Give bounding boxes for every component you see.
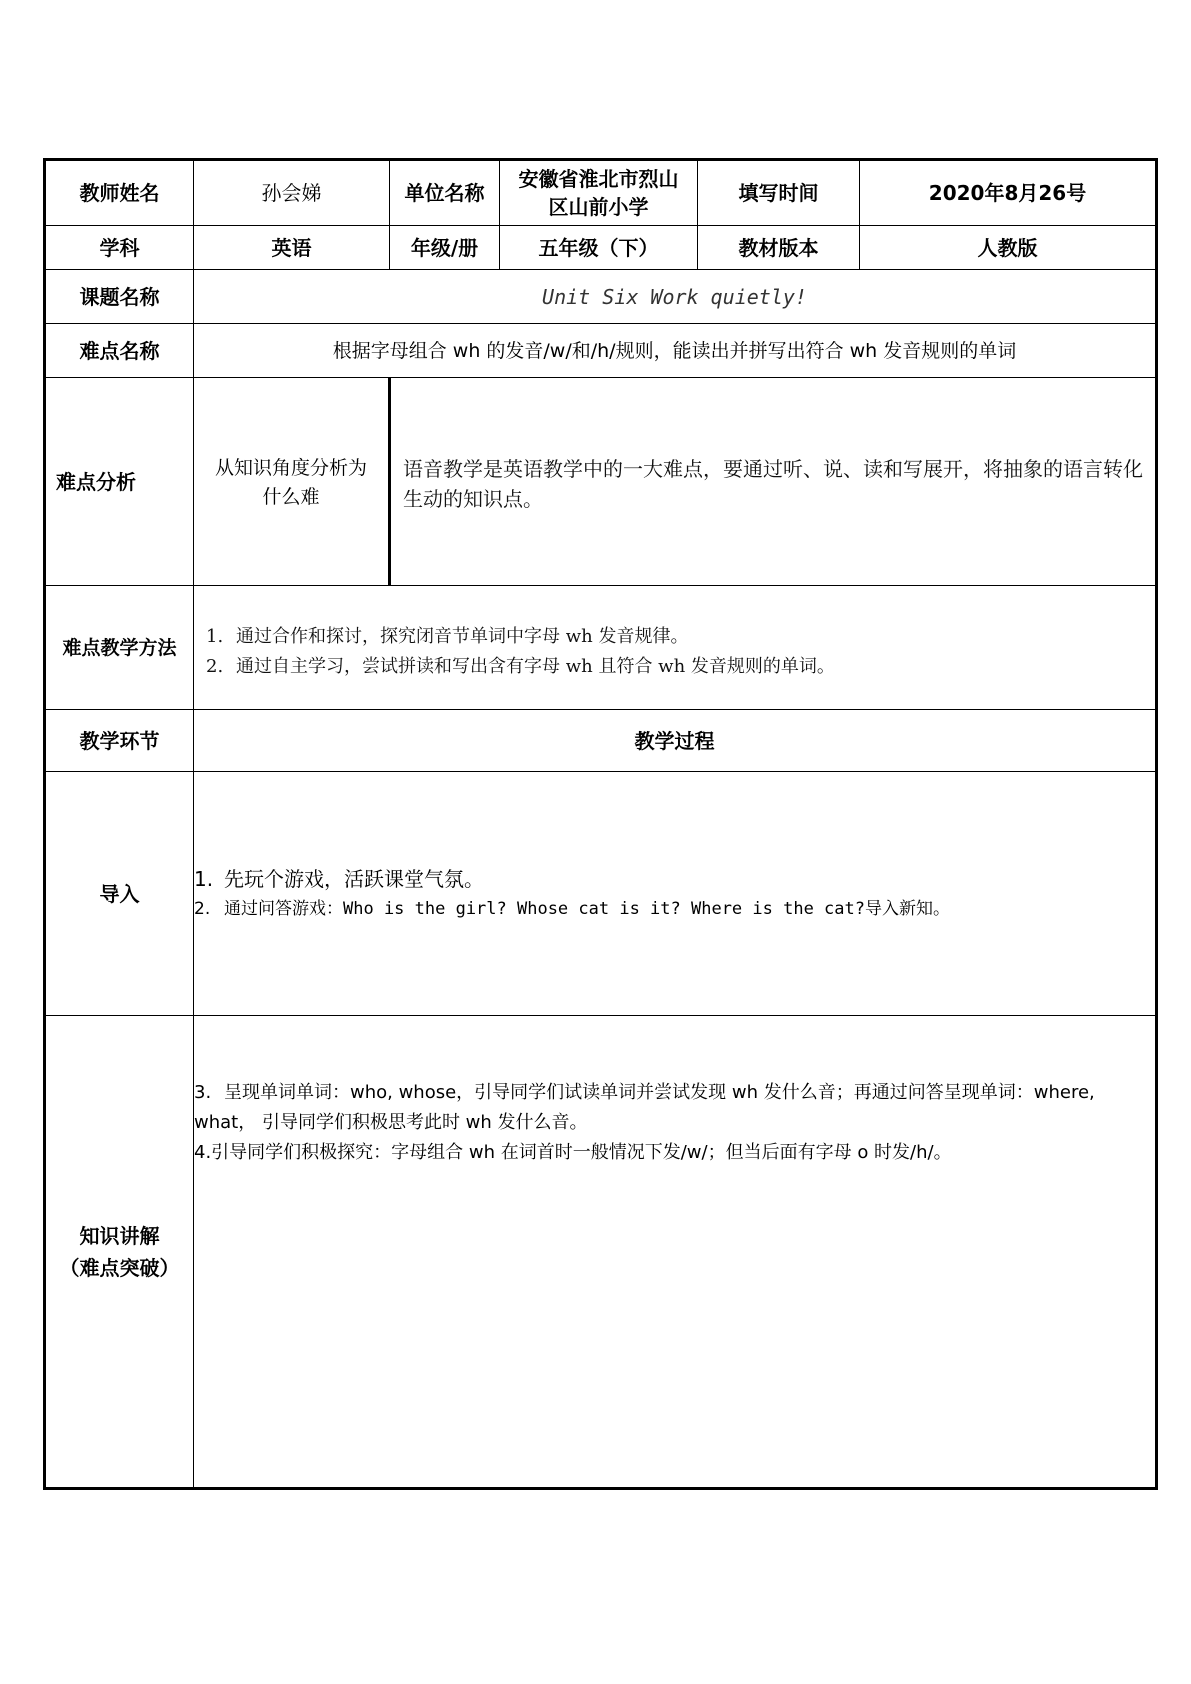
method-item-text: 通过合作和探讨，探究闭音节单词中字母 wh 发音规律。 bbox=[236, 625, 689, 647]
intro-item-text: 通过问答游戏：Who is the girl? Whose cat is it? Where is the cat?导入新知。 bbox=[224, 898, 950, 919]
knowledge-label-line2: （难点突破） bbox=[59, 1255, 180, 1280]
method-item-num: 1. bbox=[206, 625, 224, 647]
method-item-num: 2. bbox=[206, 655, 224, 677]
lesson-plan-table bbox=[43, 158, 1158, 1490]
date-label: 填写时间 bbox=[698, 160, 860, 226]
grade-label: 年级/册 bbox=[390, 226, 500, 270]
process-right-label: 教学过程 bbox=[194, 710, 1157, 772]
analysis-text: 语音教学是英语教学中的一大难点，要通过听、说、读和写展开，将抽象的语言转化生动的知识点。 bbox=[390, 378, 1157, 586]
unit-value-line1: 安徽省淮北市烈山 bbox=[518, 167, 679, 191]
difficulty-value: 根据字母组合 wh 的发音/w/和/h/规则，能读出并拼写出符合 wh 发音规则的单词 bbox=[194, 324, 1157, 378]
topic-label: 课题名称 bbox=[45, 270, 194, 324]
intro-item-num: 1. bbox=[194, 866, 214, 891]
method-list bbox=[194, 586, 1157, 710]
difficulty-label: 难点名称 bbox=[45, 324, 194, 378]
knowledge-list bbox=[194, 1016, 1157, 1489]
grade-value: 五年级（下） bbox=[500, 226, 698, 270]
topic-value: Unit Six Work quietly! bbox=[194, 270, 1157, 324]
analysis-sublabel-line1: 从知识角度分析为 bbox=[214, 457, 367, 479]
intro-item bbox=[194, 894, 1155, 924]
knowledge-item-text: 呈现单词单词：who, whose，引导同学们试读单词并尝试发现 wh 发什么音；再通过问答呈现单词：where, what， 引导同学们积极思考此时 wh 发什么音。 bbox=[194, 1082, 1095, 1133]
analysis-sublabel-line2: 什么难 bbox=[262, 486, 320, 508]
knowledge-label bbox=[45, 1016, 194, 1489]
method-label: 难点教学方法 bbox=[45, 586, 194, 710]
row-process-header bbox=[45, 710, 1157, 772]
process-left-label: 教学环节 bbox=[45, 710, 194, 772]
row-knowledge bbox=[45, 1016, 1157, 1489]
knowledge-item-num: 3. bbox=[194, 1082, 212, 1103]
row-teacher bbox=[45, 160, 1157, 226]
teacher-value: 孙会娣 bbox=[194, 160, 390, 226]
row-topic bbox=[45, 270, 1157, 324]
subject-value: 英语 bbox=[194, 226, 390, 270]
intro-label: 导入 bbox=[45, 772, 194, 1016]
knowledge-item bbox=[194, 1078, 1155, 1138]
intro-item-text: 先玩个游戏，活跃课堂气氛。 bbox=[224, 866, 484, 891]
method-item-text: 通过自主学习，尝试拼读和写出含有字母 wh 且符合 wh 发音规则的单词。 bbox=[236, 655, 835, 677]
subject-label: 学科 bbox=[45, 226, 194, 270]
intro-item-num: 2. bbox=[194, 898, 211, 919]
lesson-plan-page bbox=[43, 158, 1155, 1490]
row-method bbox=[45, 586, 1157, 710]
knowledge-label-line1: 知识讲解 bbox=[79, 1223, 160, 1248]
intro-item bbox=[194, 864, 1155, 894]
analysis-sublabel bbox=[194, 378, 390, 586]
row-intro bbox=[45, 772, 1157, 1016]
row-analysis bbox=[45, 378, 1157, 586]
teacher-label: 教师姓名 bbox=[45, 160, 194, 226]
edition-label: 教材版本 bbox=[698, 226, 860, 270]
intro-list bbox=[194, 772, 1157, 1016]
row-difficulty bbox=[45, 324, 1157, 378]
method-item bbox=[206, 652, 1145, 682]
edition-value: 人教版 bbox=[860, 226, 1157, 270]
knowledge-item: 4.引导同学们积极探究：字母组合 wh 在词首时一般情况下发/w/；但当后面有字母 o 时发/h/。 bbox=[194, 1142, 952, 1163]
unit-value bbox=[500, 160, 698, 226]
date-value: 2020年8月26号 bbox=[860, 160, 1157, 226]
row-subject bbox=[45, 226, 1157, 270]
unit-value-line2: 区山前小学 bbox=[548, 195, 649, 219]
analysis-label: 难点分析 bbox=[45, 378, 194, 586]
method-item bbox=[206, 622, 1145, 652]
unit-label: 单位名称 bbox=[390, 160, 500, 226]
